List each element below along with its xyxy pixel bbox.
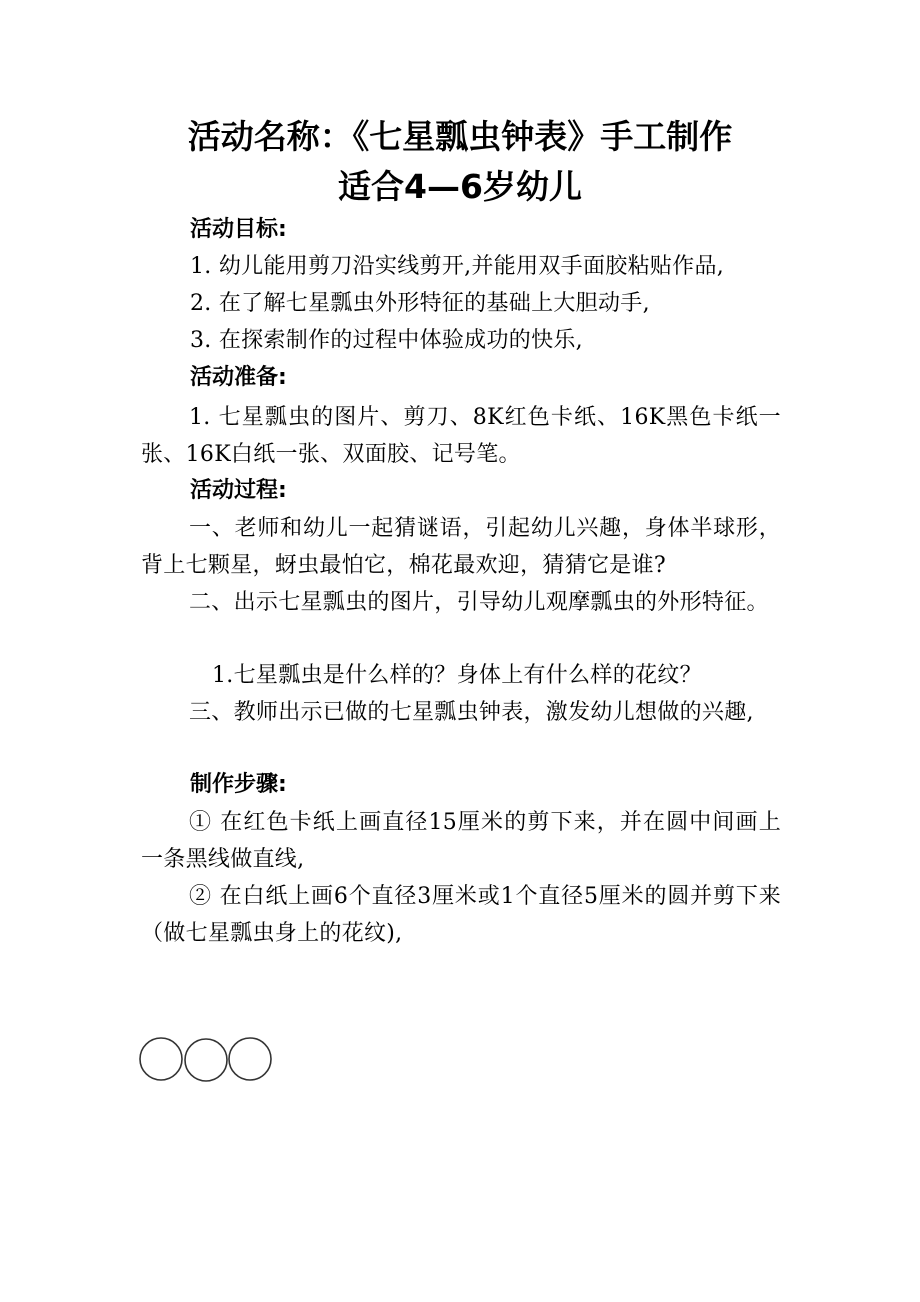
making-step-2: ② 在白纸上画6个直径3厘米或1个直径5厘米的圆并剪下来（做七星瓢虫身上的花纹), <box>141 884 781 946</box>
goal-item-1: 1. 幼儿能用剪刀沿实线剪开,并能用双手面胶粘贴作品, <box>190 254 725 279</box>
steps-heading: 制作步骤: <box>190 772 287 797</box>
process-step-2: 二、出示七星瓢虫的图片，引导幼儿观摩瓢虫的外形特征。 <box>189 590 769 615</box>
preparation-heading: 活动准备: <box>190 365 287 390</box>
goals-heading: 活动目标: <box>190 217 287 242</box>
making-step-1: ① 在红色卡纸上画直径15厘米的剪下来，并在圆中间画上一条黑线做直线, <box>141 810 781 872</box>
page-subtitle: 适合4—6岁幼儿 <box>338 167 582 206</box>
preparation-text: 1. 七星瓢虫的图片、剪刀、8K红色卡纸、16K黑色卡纸一张、16K白纸一张、双面胶、记号笔。 <box>141 405 781 467</box>
process-step-2-question: 1.七星瓢虫是什么样的？身体上有什么样的花纹？ <box>212 663 702 688</box>
process-heading: 活动过程: <box>190 478 287 503</box>
process-step-3: 三、教师出示已做的七星瓢虫钟表，激发幼儿想做的兴趣, <box>189 700 754 725</box>
goal-item-3: 3. 在探索制作的过程中体验成功的快乐, <box>190 328 583 353</box>
process-step-1: 一、老师和幼儿一起猜谜语，引起幼儿兴趣，身体半球形，背上七颗星，蚜虫最怕它，棉花最欢迎，猜猜它是谁? <box>141 516 781 578</box>
goal-item-2: 2. 在了解七星瓢虫外形特征的基础上大胆动手, <box>190 291 650 316</box>
page-title: 活动名称：《七星瓢虫钟表》手工制作 <box>187 117 733 156</box>
three-circles-icon <box>139 1036 279 1084</box>
